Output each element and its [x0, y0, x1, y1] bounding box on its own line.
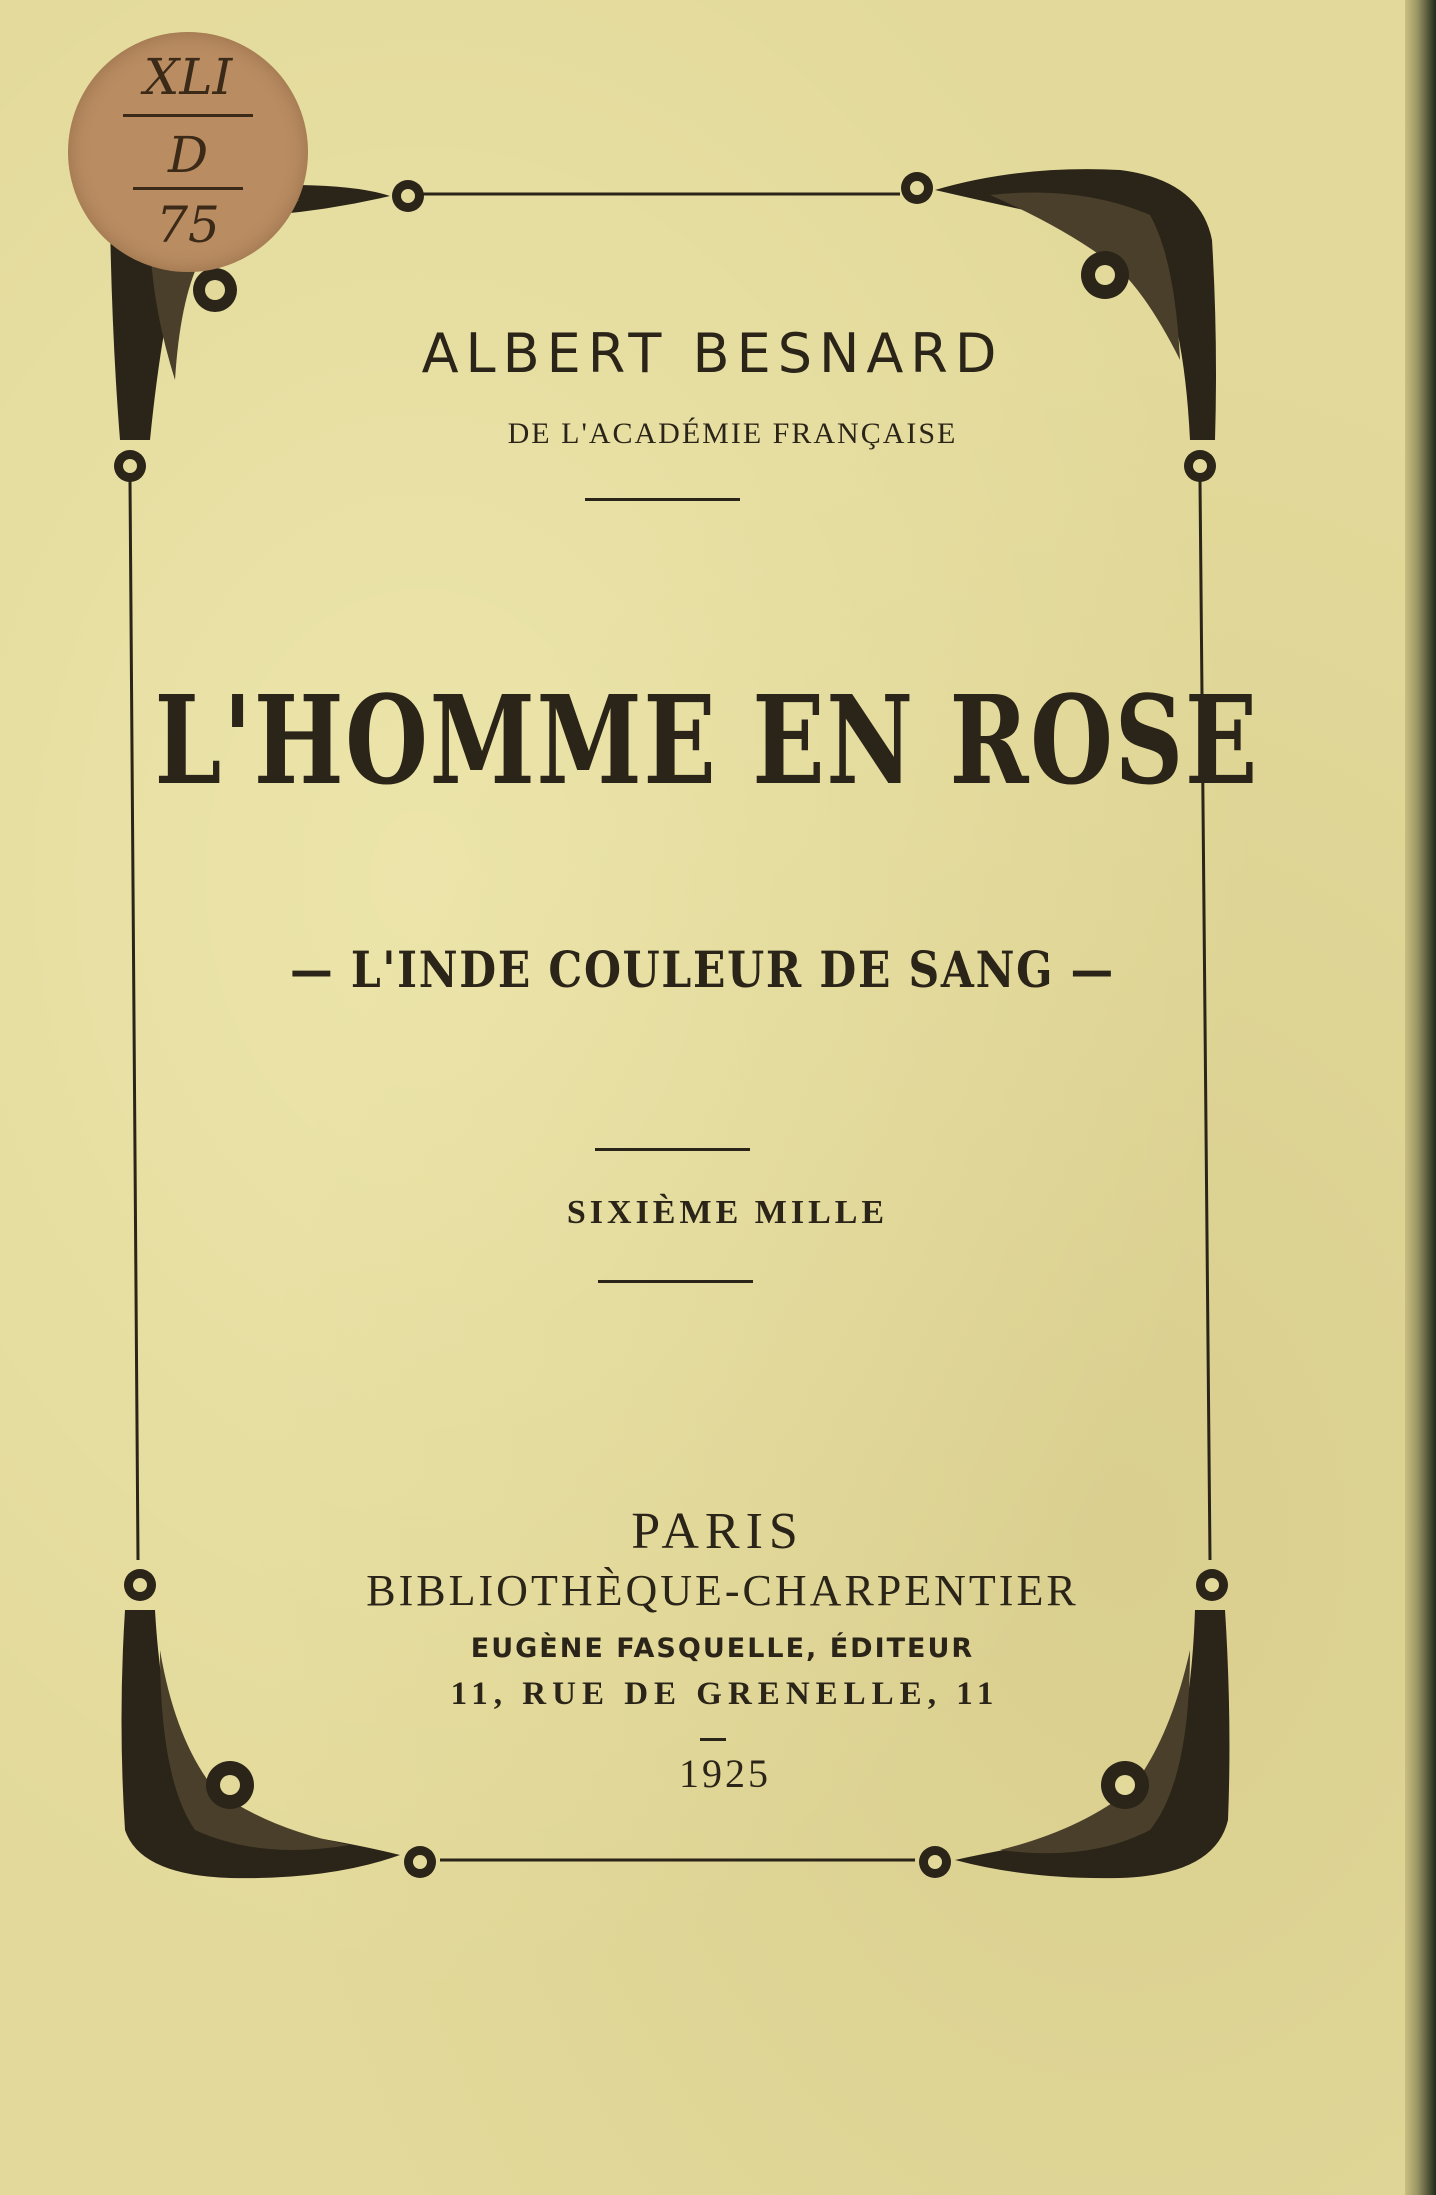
- divider-rule-top: [585, 498, 740, 501]
- publication-city: PARIS: [631, 1503, 804, 1560]
- editor-name: EUGÈNE FASQUELLE, ÉDITEUR: [470, 1633, 975, 1664]
- call-number-rule-1: [123, 114, 253, 117]
- divider-rule-short: [700, 1738, 726, 1741]
- divider-rule-middle-1: [595, 1148, 750, 1151]
- publisher-name: BIBLIOTHÈQUE-CHARPENTIER: [366, 1566, 1079, 1615]
- library-call-number-label: [68, 32, 308, 272]
- book-title: L'HOMME EN ROSE: [154, 668, 1260, 812]
- call-number-rule-2: [133, 187, 243, 190]
- publication-year: 1925: [679, 1751, 771, 1796]
- author-affiliation: DE L'ACADÉMIE FRANÇAISE: [507, 417, 958, 450]
- call-number-line-3: 75: [156, 196, 220, 254]
- page-edge-shadow: [1405, 0, 1436, 2195]
- book-subtitle: — L'INDE COULEUR DE SANG —: [290, 940, 1115, 999]
- divider-rule-middle-2: [598, 1280, 753, 1283]
- edition-statement: SIXIÈME MILLE: [566, 1194, 889, 1231]
- publisher-address: 11, RUE DE GRENELLE, 11: [450, 1676, 1000, 1712]
- call-number-line-2: D: [167, 126, 209, 184]
- call-number-line-1: XLI: [143, 48, 233, 106]
- author-name: ALBERT BESNARD: [421, 322, 1004, 385]
